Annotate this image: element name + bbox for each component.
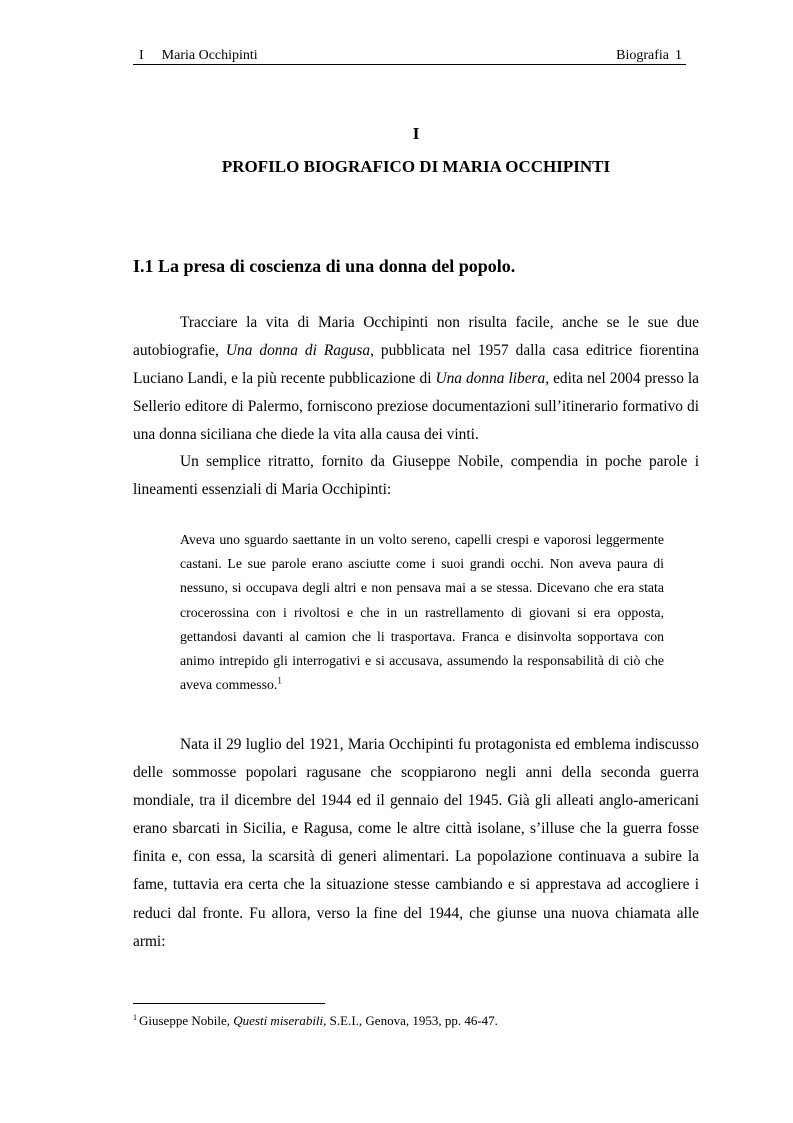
header-right	[616, 48, 682, 64]
footnote-reference[interactable]: 1	[277, 675, 282, 686]
header-left	[139, 48, 258, 64]
paragraph-1-text-b: , pubblicata nel 1957 dalla casa editrice fiorentina Luciano Landi, e la più recente pubblicazione di	[133, 342, 699, 388]
header-section: Biografia	[616, 48, 669, 63]
paragraph-1	[133, 309, 699, 449]
page-number: 1	[675, 48, 682, 63]
footnote	[133, 1012, 699, 1029]
paragraph-1-text-c: , edita nel 2004 presso la Sellerio editore di Palermo, forniscono preziose documentazioni sull’itinerario formativo di una donna siciliana che diede la vita alla causa dei vinti.	[133, 370, 699, 444]
book-title-una-donna-di-ragusa: Una donna di Ragusa	[225, 342, 371, 360]
header-author: Maria Occhipinti	[161, 48, 258, 63]
footnote-author: Giuseppe Nobile,	[139, 1013, 234, 1028]
chapter-title: PROFILO BIOGRAFICO DI MARIA OCCHIPINTI	[221, 157, 611, 176]
book-title-una-donna-libera: Una donna libera	[435, 370, 546, 388]
section-heading: I.1 La presa di coscienza di una donna del popolo.	[133, 256, 516, 276]
block-quote-text: Aveva uno sguardo saettante in un volto sereno, capelli crespi e vaporosi leggermente castani. Le sue parole erano asciutte come i suoi grandi occhi. Non aveva paura di nessuno, si occupava degli altri e non pensava mai a se stessa. Dicevano che era stata crocerossina con i rivoltosi e che in un rastrellamento di giovani si era opposta, gettandosi davanti al camion che li trasportava. Franca e disinvolta sopportava con animo intrepido gli interrogativi e si accusava, assumendo la responsabilità di ciò che aveva commesso.	[180, 532, 664, 693]
footnote-separator	[133, 1003, 325, 1004]
block-quote	[180, 528, 664, 697]
footnote-mark: 1	[133, 1012, 137, 1022]
paragraph-3: Nata il 29 luglio del 1921, Maria Occhipinti fu protagonista ed emblema indiscusso delle sommosse popolari ragusane che scoppiarono negli anni della seconda guerra mondiale, tra il dicembre del 1944 ed il gennaio del 1945. Già gli alleati anglo-americani erano sbarcati in Sicilia, e Ragusa, come le altre città isolane, s’illuse che la guerra fosse finita e, con essa, la scarsità di generi alimentari. La popolazione continuava a subire la fame, tuttavia era certa che la situazione stesse cambiando e si apprestava ad accogliere i reduci dal fronte. Fu allora, verso la fine del 1944, che giunse una nuova chiamata alle armi:	[133, 736, 699, 950]
running-header	[133, 48, 686, 65]
chapter-number: I	[412, 124, 420, 143]
footnote-details: , S.E.I., Genova, 1953, pp. 46-47.	[323, 1013, 498, 1028]
header-chapter-numeral: I	[139, 48, 144, 63]
paragraph-1-text-a: Tracciare la vita di Maria Occhipinti non risulta facile, anche se le sue due autobiografie,	[133, 314, 699, 360]
paragraph-2: Un semplice ritratto, fornito da Giuseppe Nobile, compendia in poche parole i lineamenti essenziali di Maria Occhipinti:	[133, 453, 699, 499]
footnote-book-title: Questi miserabili	[233, 1013, 324, 1028]
